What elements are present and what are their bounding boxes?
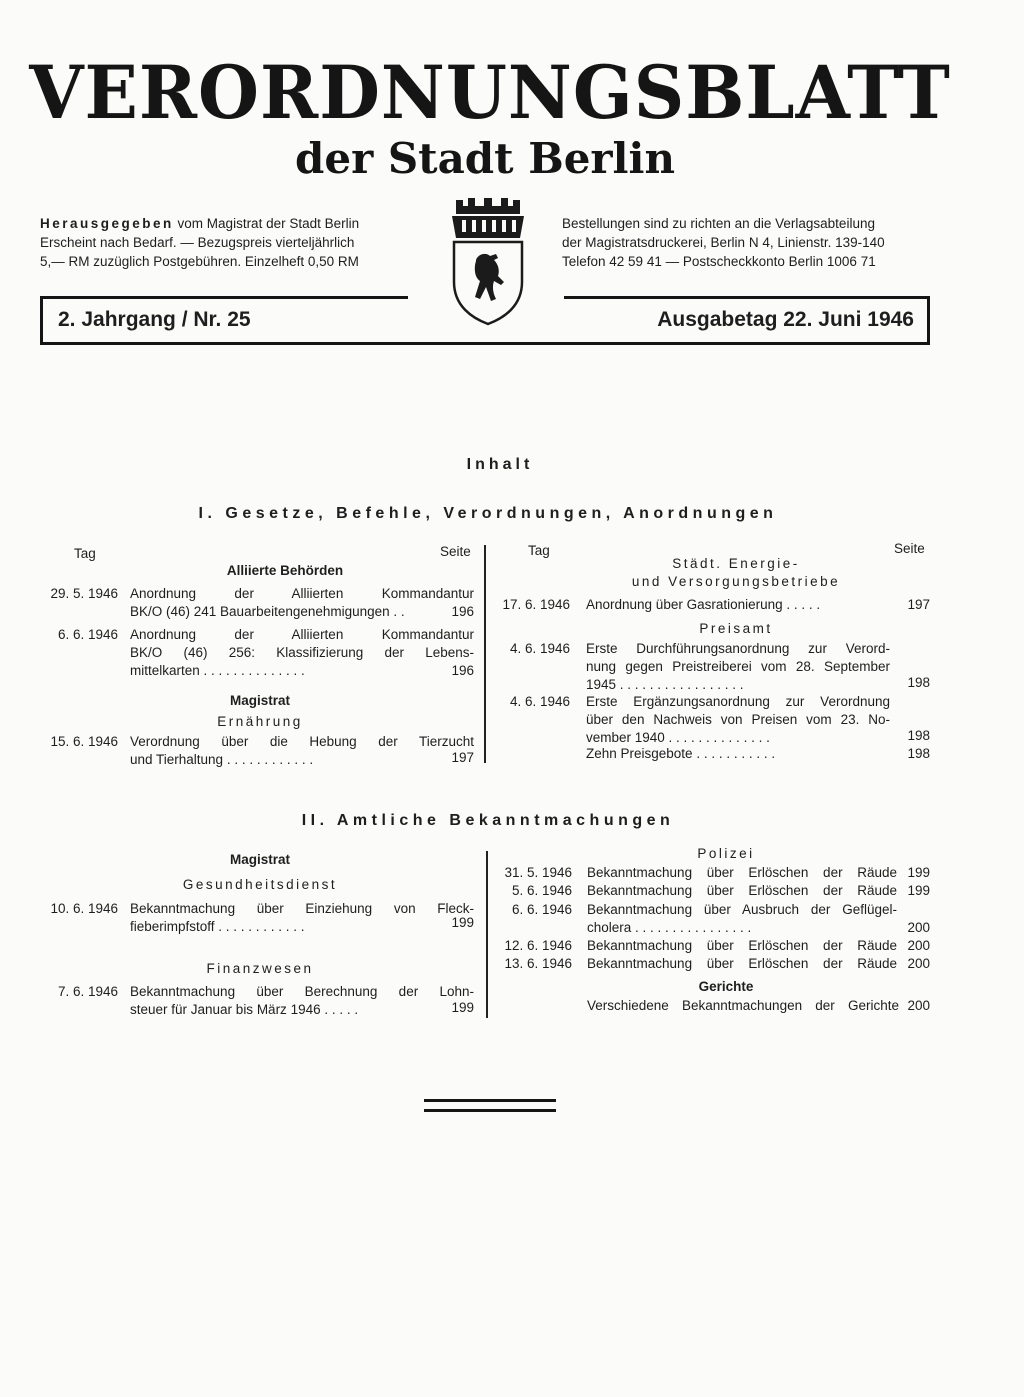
section1-heading: I. Gesetze, Befehle, Verordnungen, Anordnungen: [198, 505, 778, 522]
entry-date: 7. 6. 1946: [57, 984, 118, 999]
entry-title-line: Bekanntmachung über Erlöschen der Räude: [587, 938, 897, 953]
entry-page: 196: [451, 604, 474, 619]
group-alliierte-behoerden: Alliierte Behörden: [226, 563, 344, 578]
entry-page: 198: [907, 675, 930, 690]
entry-title-line: steuer für Januar bis März 1946 . . . . .: [130, 1002, 359, 1017]
order-line-1: Bestellungen sind zu richten an die Verlagsabteilung: [562, 216, 875, 231]
toc-entry[interactable]: [494, 937, 934, 955]
toc-entry[interactable]: [494, 596, 934, 614]
entry-title-line: Bekanntmachung über Einziehung von Fleck-: [130, 901, 474, 916]
toc-entry[interactable]: [494, 640, 934, 694]
entry-page: 200: [907, 938, 930, 953]
entry-page: 200: [907, 956, 930, 971]
subgroup-finanzwesen: Finanzwesen: [206, 961, 314, 976]
publisher-line-1: [40, 214, 359, 233]
entry-date: 4. 6. 1946: [509, 641, 570, 656]
entry-page: 196: [451, 663, 474, 678]
publisher-label: Herausgegeben: [40, 216, 174, 231]
col-header-tag-right: Tag: [528, 543, 550, 558]
entry-date: 6. 6. 1946: [511, 902, 572, 917]
toc-entry[interactable]: [494, 997, 934, 1015]
order-line-2: der Magistratsdruckerei, Berlin N 4, Linienstr. 139-140: [562, 235, 885, 250]
masthead-title: VERORDNUNGSBLATT: [29, 48, 951, 137]
publisher-info-left: [40, 214, 359, 271]
entry-title-line: Zehn Preisgebote . . . . . . . . . . .: [586, 746, 776, 761]
entry-title-line: Bekanntmachung über Erlöschen der Räude: [587, 865, 897, 880]
masthead-subtitle: der Stadt Berlin: [295, 134, 675, 183]
publisher-name: vom Magistrat der Stadt Berlin: [173, 216, 360, 231]
group-magistrat-2: Magistrat: [229, 852, 290, 867]
entry-date: 4. 6. 1946: [509, 694, 570, 709]
column-divider: [484, 545, 486, 763]
publisher-line-2: Erscheint nach Bedarf. — Bezugspreis vierteljährlich: [40, 235, 355, 250]
entry-title-line: Verordnung über die Hebung der Tierzucht: [130, 734, 474, 749]
entry-page: 198: [907, 746, 930, 761]
entry-date: 31. 5. 1946: [504, 865, 572, 880]
entry-title-line: cholera . . . . . . . . . . . . . . . .: [587, 920, 752, 935]
subgroup-ernaehrung: Ernährung: [217, 714, 303, 729]
col-header-seite-left: Seite: [440, 544, 471, 559]
col-header-tag-left: Tag: [74, 546, 96, 561]
subgroup-gesundheitsdienst: Gesundheitsdienst: [182, 877, 338, 892]
toc-entry[interactable]: [494, 693, 934, 747]
group-polizei: Polizei: [697, 846, 755, 861]
entry-title-line: BK/O (46) 256: Klassifizierung der Lebens-: [130, 645, 474, 660]
entry-page: 199: [907, 883, 930, 898]
entry-title-line: Anordnung über Gasrationierung . . . . .: [586, 597, 821, 612]
entry-title-line: Anordnung der Alliierten Kommandantur: [130, 627, 474, 642]
col-header-seite-right: Seite: [894, 541, 925, 556]
entry-title-line: Bekanntmachung über Ausbruch der Geflügel-: [587, 902, 897, 917]
entry-title-line: über den Nachweis von Preisen vom 23. No-: [586, 712, 890, 727]
toc-entry[interactable]: [36, 626, 476, 680]
entry-date: 6. 6. 1946: [57, 627, 118, 642]
closing-rule: [424, 1109, 556, 1112]
group-gerichte: Gerichte: [698, 979, 754, 994]
entry-title-line: 1945 . . . . . . . . . . . . . . . . .: [586, 677, 744, 692]
entry-date: 13. 6. 1946: [504, 956, 572, 971]
group-magistrat: Magistrat: [229, 693, 290, 708]
entry-page: 199: [907, 865, 930, 880]
entry-page: 199: [451, 1000, 474, 1015]
group-staedt-energie: Städt. Energie-: [672, 556, 800, 571]
entry-title-line: vember 1940 . . . . . . . . . . . . . .: [586, 730, 770, 745]
column-divider-2: [486, 851, 488, 1018]
entry-date: 29. 5. 1946: [50, 586, 118, 601]
group-preisamt: Preisamt: [699, 621, 773, 636]
entry-date: 10. 6. 1946: [50, 901, 118, 916]
entry-title-line: fieberimpfstoff . . . . . . . . . . . .: [130, 919, 305, 934]
toc-entry[interactable]: [494, 882, 934, 900]
toc-entry[interactable]: [494, 901, 934, 937]
toc-entry[interactable]: [36, 983, 476, 1019]
publisher-info-right: [562, 214, 885, 271]
entry-title-line: BK/O (46) 241 Bauarbeitengenehmigungen . .: [130, 604, 405, 619]
toc-entry[interactable]: [494, 745, 934, 763]
entry-title-line: mittelkarten . . . . . . . . . . . . . .: [130, 663, 305, 678]
toc-entry[interactable]: [494, 864, 934, 882]
publisher-line-3: 5,— RM zuzüglich Postgebühren. Einzelheft 0,50 RM: [40, 254, 359, 269]
entry-page: 200: [907, 998, 930, 1013]
entry-page: 200: [907, 920, 930, 935]
closing-rule: [424, 1099, 556, 1102]
entry-date: 15. 6. 1946: [50, 734, 118, 749]
entry-title-line: nung gegen Preistreiberei vom 28. September: [586, 659, 890, 674]
entry-date: 17. 6. 1946: [502, 597, 570, 612]
entry-date: 5. 6. 1946: [511, 883, 572, 898]
entry-title-line: Bekanntmachung über Erlöschen der Räude: [587, 883, 897, 898]
toc-heading: Inhalt: [466, 456, 534, 473]
section2-heading: II. Amtliche Bekanntmachungen: [301, 812, 675, 829]
issue-date: Ausgabetag 22. Juni 1946: [657, 308, 914, 331]
entry-title-line: Anordnung der Alliierten Kommandantur: [130, 586, 474, 601]
entry-title-line: Bekanntmachung über Erlöschen der Räude: [587, 956, 897, 971]
entry-page: 197: [451, 750, 474, 765]
entry-page: 197: [907, 597, 930, 612]
toc-entry[interactable]: [36, 733, 476, 769]
entry-title-line: Erste Durchführungsanordnung zur Verord-: [586, 641, 890, 656]
order-line-3: Telefon 42 59 41 — Postscheckkonto Berlin 1006 71: [562, 254, 876, 269]
entry-page: 199: [451, 915, 474, 930]
toc-entry[interactable]: [494, 955, 934, 973]
entry-date: 12. 6. 1946: [504, 938, 572, 953]
group-versorgungsbetriebe: und Versorgungsbetriebe: [631, 574, 841, 589]
entry-title-line: Verschiedene Bekanntmachungen der Gerichte: [587, 998, 899, 1013]
entry-page: 198: [907, 728, 930, 743]
toc-entry[interactable]: [36, 900, 476, 936]
issue-number: 2. Jahrgang / Nr. 25: [58, 308, 251, 331]
entry-title-line: Bekanntmachung über Berechnung der Lohn-: [130, 984, 474, 999]
entry-title-line: Erste Ergänzungsanordnung zur Verordnung: [586, 694, 890, 709]
toc-entry[interactable]: [36, 585, 476, 621]
entry-title-line: und Tierhaltung . . . . . . . . . . . .: [130, 752, 314, 767]
